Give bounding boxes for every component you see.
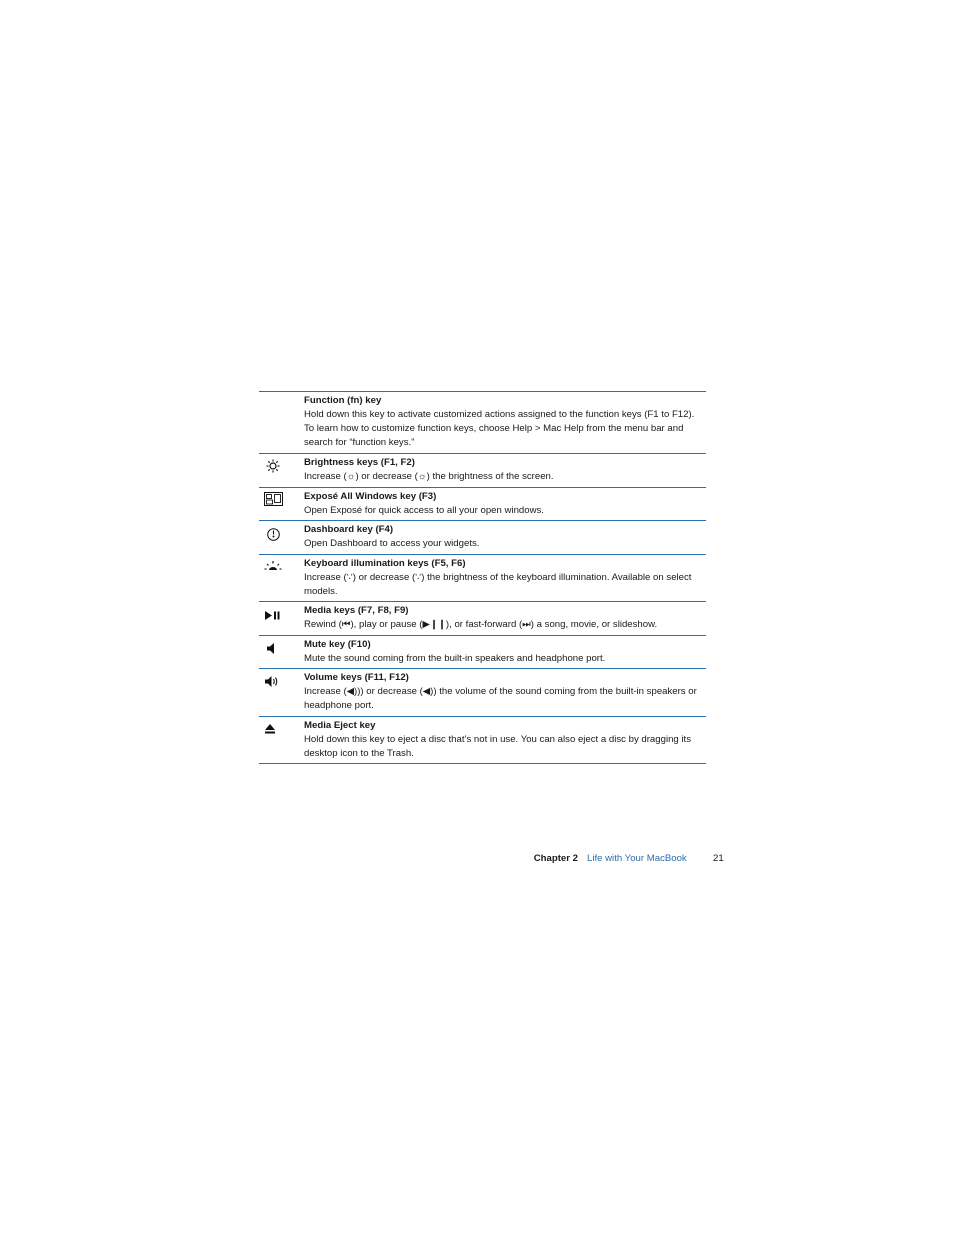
row-description: Open Dashboard to access your widgets. — [304, 538, 480, 549]
table-row — [259, 555, 706, 602]
table-row — [259, 392, 706, 454]
play-pause-icon — [262, 607, 284, 623]
row-title: Media Eject key — [304, 720, 376, 731]
volume-icon — [261, 673, 283, 689]
eject-icon — [259, 721, 281, 737]
row-title: Media keys (F7, F8, F9) — [304, 605, 409, 616]
table-row — [259, 521, 706, 555]
row-description: Mute the sound coming from the built-in speakers and headphone port. — [304, 653, 606, 664]
keyboard-illumination-icon — [262, 558, 284, 574]
mute-icon — [260, 640, 282, 656]
brightness-icon — [262, 458, 284, 474]
row-title: Mute key (F10) — [304, 639, 371, 650]
expose-icon — [262, 491, 284, 507]
table-row — [259, 454, 706, 488]
function-keys-table — [259, 391, 706, 764]
table-row — [259, 669, 706, 717]
row-description: Increase (∵) or decrease (∵) the brightness of the keyboard illumination. Available on select models. — [304, 572, 692, 597]
page-number: 21 — [713, 853, 724, 864]
row-description: Increase (◀))) or decrease (◀)) the volume of the sound coming from the built-in speakers or headphone port. — [304, 686, 697, 711]
row-title: Function (fn) key — [304, 395, 382, 406]
row-description: Hold down this key to eject a disc that’s not in use. You can also eject a disc by dragging its desktop icon to the Trash. — [304, 734, 692, 759]
row-description: Increase (☼) or decrease (☼) the brightness of the screen. — [304, 471, 554, 482]
row-title: Volume keys (F11, F12) — [304, 672, 409, 683]
row-description: Hold down this key to activate customized actions assigned to the function keys (F1 to F12). To learn how to customize function keys, choose Help > Mac Help from the menu bar and search for “function keys.” — [304, 409, 695, 448]
row-title: Dashboard key (F4) — [304, 524, 394, 535]
table-row — [259, 636, 706, 669]
row-title: Exposé All Windows key (F3) — [304, 491, 437, 502]
chapter-title: Life with Your MacBook — [587, 853, 687, 864]
chapter-label: Chapter 2 — [533, 853, 578, 864]
row-description: Open Exposé for quick access to all your open windows. — [304, 505, 544, 516]
page-footer — [0, 853, 954, 867]
row-title: Keyboard illumination keys (F5, F6) — [304, 558, 466, 569]
table-row — [259, 488, 706, 521]
dashboard-icon — [262, 526, 284, 542]
table-row — [259, 602, 706, 636]
table-row — [259, 717, 706, 764]
row-description: Rewind (⏮), play or pause (▶❙❙), or fast-forward (⏭) a song, movie, or slideshow. — [304, 619, 658, 630]
row-title: Brightness keys (F1, F2) — [304, 457, 415, 468]
